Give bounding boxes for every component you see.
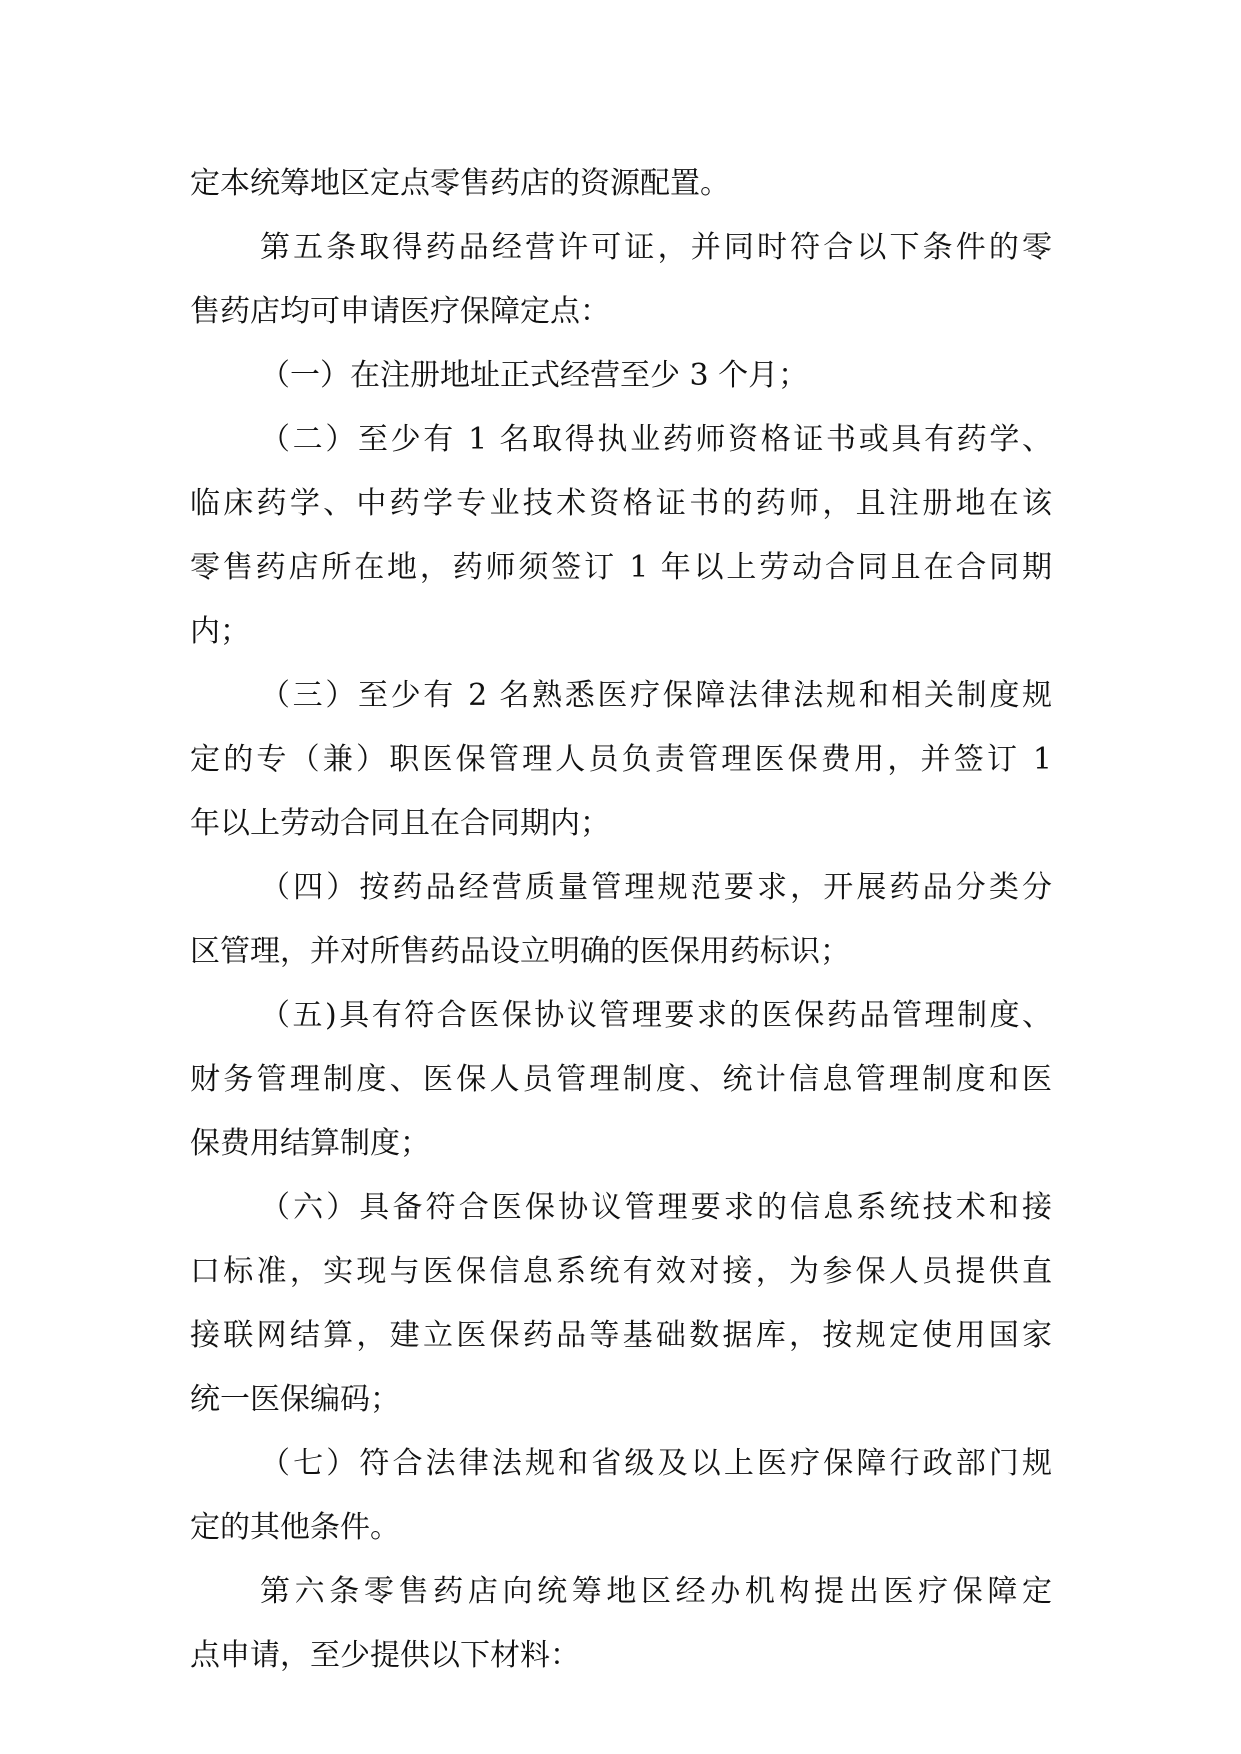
text-line: 定的其他条件。 <box>190 1510 400 1545</box>
text-line: 保费用结算制度； <box>190 1126 430 1161</box>
text-line: 年以上劳动合同且在合同期内； <box>190 806 610 841</box>
text-line: 第五条取得药品经营许可证，并同时符合以下条件的零 <box>260 230 1052 265</box>
text-line: 零售药店所在地，药师须签订 1 年以上劳动合同且在合同期 <box>190 550 1052 585</box>
text-line: 定的专（兼）职医保管理人员负责管理医保费用，并签订 1 <box>190 742 1052 777</box>
document-body <box>190 152 1052 1688</box>
text-line: 口标准，实现与医保信息系统有效对接，为参保人员提供直 <box>190 1254 1052 1289</box>
text-line: （二）至少有 1 名取得执业药师资格证书或具有药学、 <box>260 422 1052 457</box>
text-line: 财务管理制度、医保人员管理制度、统计信息管理制度和医 <box>190 1062 1052 1097</box>
text-line: （三）至少有 2 名熟悉医疗保障法律法规和相关制度规 <box>260 678 1052 713</box>
text-line: 统一医保编码； <box>190 1382 400 1417</box>
text-line: 定本统筹地区定点零售药店的资源配置。 <box>190 166 730 201</box>
text-line: （一）在注册地址正式经营至少 3 个月； <box>260 358 809 393</box>
text-line: （五)具有符合医保协议管理要求的医保药品管理制度、 <box>260 998 1052 1033</box>
text-line: （七）符合法律法规和省级及以上医疗保障行政部门规 <box>260 1446 1052 1481</box>
text-line: 点申请，至少提供以下材料： <box>190 1638 580 1673</box>
text-line: 第六条零售药店向统筹地区经办机构提出医疗保障定 <box>260 1574 1052 1609</box>
text-line: 内； <box>190 614 250 649</box>
text-line: （六）具备符合医保协议管理要求的信息系统技术和接 <box>260 1190 1052 1225</box>
text-line: 售药店均可申请医疗保障定点： <box>190 294 610 329</box>
text-line: （四）按药品经营质量管理规范要求，开展药品分类分 <box>260 870 1052 905</box>
text-line: 区管理，并对所售药品设立明确的医保用药标识； <box>190 934 850 969</box>
text-line: 临床药学、中药学专业技术资格证书的药师，且注册地在该 <box>190 486 1052 521</box>
text-line: 接联网结算，建立医保药品等基础数据库，按规定使用国家 <box>190 1318 1052 1353</box>
